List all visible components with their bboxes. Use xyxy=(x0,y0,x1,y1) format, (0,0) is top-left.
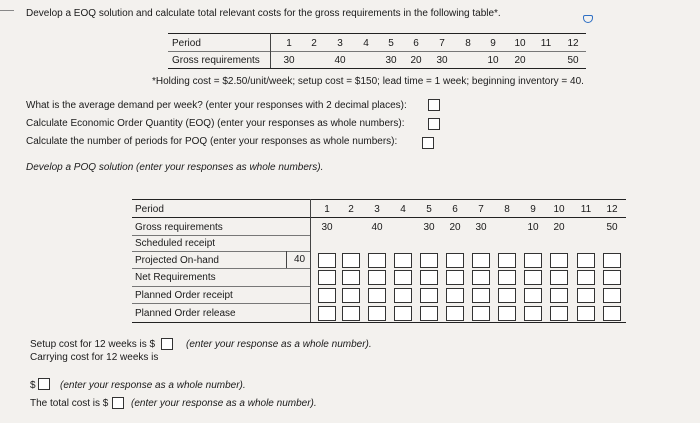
planned-order-release-input-10[interactable] xyxy=(550,306,568,321)
poq-period-9: 9 xyxy=(530,204,536,215)
net-requirements-input-8[interactable] xyxy=(498,270,516,285)
poq-period-10: 10 xyxy=(553,204,565,215)
row-label-projected-on-hand: Projected On-hand xyxy=(135,255,219,266)
net-requirements-input-5[interactable] xyxy=(420,270,438,285)
poq-gross-5: 30 xyxy=(423,222,435,233)
poq-periods-input[interactable] xyxy=(422,137,434,149)
poq-period-2: 2 xyxy=(348,204,354,215)
planned-order-release-input-7[interactable] xyxy=(472,306,490,321)
projected-on-hand-input-1[interactable] xyxy=(318,253,336,268)
top-gross-9: 10 xyxy=(487,55,499,66)
poq-gross-10: 20 xyxy=(553,222,565,233)
carrying-dollar-sign: $ xyxy=(30,380,36,391)
projected-on-hand-input-11[interactable] xyxy=(577,253,595,268)
planned-order-release-input-6[interactable] xyxy=(446,306,464,321)
question-poq-periods: Calculate the number of periods for POQ (enter your responses as whole numbers): xyxy=(26,136,398,147)
projected-on-hand-input-5[interactable] xyxy=(420,253,438,268)
projected-on-hand-input-7[interactable] xyxy=(472,253,490,268)
row-label-planned-order-release: Planned Order release xyxy=(135,308,236,319)
projected-on-hand-input-10[interactable] xyxy=(550,253,568,268)
poq-gross-3: 40 xyxy=(371,222,383,233)
poq-period-8: 8 xyxy=(504,204,510,215)
poq-gross-1: 30 xyxy=(321,222,333,233)
net-requirements-input-1[interactable] xyxy=(318,270,336,285)
total-cost-input[interactable] xyxy=(112,397,124,409)
eoq-input[interactable] xyxy=(428,118,440,130)
poq-period-5: 5 xyxy=(426,204,432,215)
avg-demand-input[interactable] xyxy=(428,99,440,111)
initial-on-hand: 40 xyxy=(294,254,306,265)
footnote: *Holding cost = $2.50/unit/week; setup cost = $150; lead time = 1 week; beginning inventory = 40. xyxy=(152,76,584,87)
tag-icon xyxy=(583,15,593,23)
top-period-12: 12 xyxy=(567,38,579,49)
planned-order-release-input-3[interactable] xyxy=(368,306,386,321)
planned-order-receipt-input-4[interactable] xyxy=(394,288,412,303)
question-eoq: Calculate Economic Order Quantity (EOQ) (enter your responses as whole numbers): xyxy=(26,118,405,129)
net-requirements-input-10[interactable] xyxy=(550,270,568,285)
planned-order-receipt-input-2[interactable] xyxy=(342,288,360,303)
planned-order-receipt-input-5[interactable] xyxy=(420,288,438,303)
top-period-3: 3 xyxy=(337,38,343,49)
top-gross-label: Gross requirements xyxy=(172,55,260,66)
planned-order-receipt-input-9[interactable] xyxy=(524,288,542,303)
planned-order-receipt-input-12[interactable] xyxy=(603,288,621,303)
net-requirements-input-4[interactable] xyxy=(394,270,412,285)
top-period-4: 4 xyxy=(363,38,369,49)
projected-on-hand-input-4[interactable] xyxy=(394,253,412,268)
projected-on-hand-input-8[interactable] xyxy=(498,253,516,268)
top-gross-7: 30 xyxy=(436,55,448,66)
top-period-2: 2 xyxy=(311,38,317,49)
planned-order-receipt-input-6[interactable] xyxy=(446,288,464,303)
carrying-cost-input[interactable] xyxy=(38,378,50,390)
poq-gross-9: 10 xyxy=(527,222,539,233)
top-period-6: 6 xyxy=(413,38,419,49)
left-edge-marker xyxy=(0,10,14,11)
row-label-scheduled-receipt: Scheduled receipt xyxy=(135,238,216,249)
planned-order-receipt-input-8[interactable] xyxy=(498,288,516,303)
question-poq-solution: Develop a POQ solution (enter your responses as whole numbers). xyxy=(26,162,324,173)
poq-period-11: 11 xyxy=(580,204,592,215)
planned-order-receipt-input-11[interactable] xyxy=(577,288,595,303)
projected-on-hand-input-3[interactable] xyxy=(368,253,386,268)
poq-period-12: 12 xyxy=(606,204,618,215)
top-period-10: 10 xyxy=(514,38,526,49)
projected-on-hand-input-9[interactable] xyxy=(524,253,542,268)
question-avg-demand: What is the average demand per week? (enter your responses with 2 decimal places): xyxy=(26,100,407,111)
top-gross-6: 20 xyxy=(410,55,422,66)
row-label-planned-order-receipt: Planned Order receipt xyxy=(135,290,233,301)
net-requirements-input-7[interactable] xyxy=(472,270,490,285)
setup-cost-input[interactable] xyxy=(161,338,173,350)
problem-statement: Develop a EOQ solution and calculate total relevant costs for the gross requirements in the following table*. xyxy=(26,8,501,19)
planned-order-release-input-1[interactable] xyxy=(318,306,336,321)
planned-order-release-input-4[interactable] xyxy=(394,306,412,321)
top-gross-3: 40 xyxy=(334,55,346,66)
planned-order-receipt-input-10[interactable] xyxy=(550,288,568,303)
total-cost-hint: (enter your response as a whole number). xyxy=(131,398,317,409)
top-gross-12: 50 xyxy=(567,55,579,66)
poq-period-6: 6 xyxy=(452,204,458,215)
poq-period-1: 1 xyxy=(324,204,330,215)
planned-order-release-input-8[interactable] xyxy=(498,306,516,321)
row-label-net-requirements: Net Requirements xyxy=(135,272,216,283)
top-gross-5: 30 xyxy=(385,55,397,66)
planned-order-release-input-5[interactable] xyxy=(420,306,438,321)
poq-gross-6: 20 xyxy=(449,222,461,233)
planned-order-receipt-input-3[interactable] xyxy=(368,288,386,303)
top-period-11: 11 xyxy=(540,38,552,49)
projected-on-hand-input-2[interactable] xyxy=(342,253,360,268)
row-label-gross-requirements: Gross requirements xyxy=(135,222,223,233)
planned-order-release-input-2[interactable] xyxy=(342,306,360,321)
projected-on-hand-input-6[interactable] xyxy=(446,253,464,268)
poq-period-4: 4 xyxy=(400,204,406,215)
planned-order-release-input-11[interactable] xyxy=(577,306,595,321)
poq-period-7: 7 xyxy=(478,204,484,215)
top-gross-10: 20 xyxy=(514,55,526,66)
setup-cost-label: Setup cost for 12 weeks is $ xyxy=(30,339,156,350)
top-gross-1: 30 xyxy=(283,55,295,66)
poq-gross-12: 50 xyxy=(606,222,618,233)
net-requirements-input-6[interactable] xyxy=(446,270,464,285)
total-cost-label: The total cost is $ xyxy=(30,398,109,409)
planned-order-receipt-input-7[interactable] xyxy=(472,288,490,303)
top-period-7: 7 xyxy=(439,38,445,49)
planned-order-receipt-input-1[interactable] xyxy=(318,288,336,303)
planned-order-release-input-12[interactable] xyxy=(603,306,621,321)
projected-on-hand-input-12[interactable] xyxy=(603,253,621,268)
poq-gross-7: 30 xyxy=(475,222,487,233)
poq-period-3: 3 xyxy=(374,204,380,215)
net-requirements-input-3[interactable] xyxy=(368,270,386,285)
net-requirements-input-2[interactable] xyxy=(342,270,360,285)
net-requirements-input-12[interactable] xyxy=(603,270,621,285)
top-period-1: 1 xyxy=(286,38,292,49)
carrying-cost-hint: (enter your response as a whole number). xyxy=(60,380,246,391)
net-requirements-input-11[interactable] xyxy=(577,270,595,285)
top-period-5: 5 xyxy=(388,38,394,49)
top-period-8: 8 xyxy=(465,38,471,49)
top-period-label: Period xyxy=(172,38,201,49)
top-period-9: 9 xyxy=(490,38,496,49)
planned-order-release-input-9[interactable] xyxy=(524,306,542,321)
row-label-period: Period xyxy=(135,204,164,215)
net-requirements-input-9[interactable] xyxy=(524,270,542,285)
carrying-cost-label: Carrying cost for 12 weeks is xyxy=(30,352,159,363)
setup-cost-hint: (enter your response as a whole number). xyxy=(186,339,372,350)
